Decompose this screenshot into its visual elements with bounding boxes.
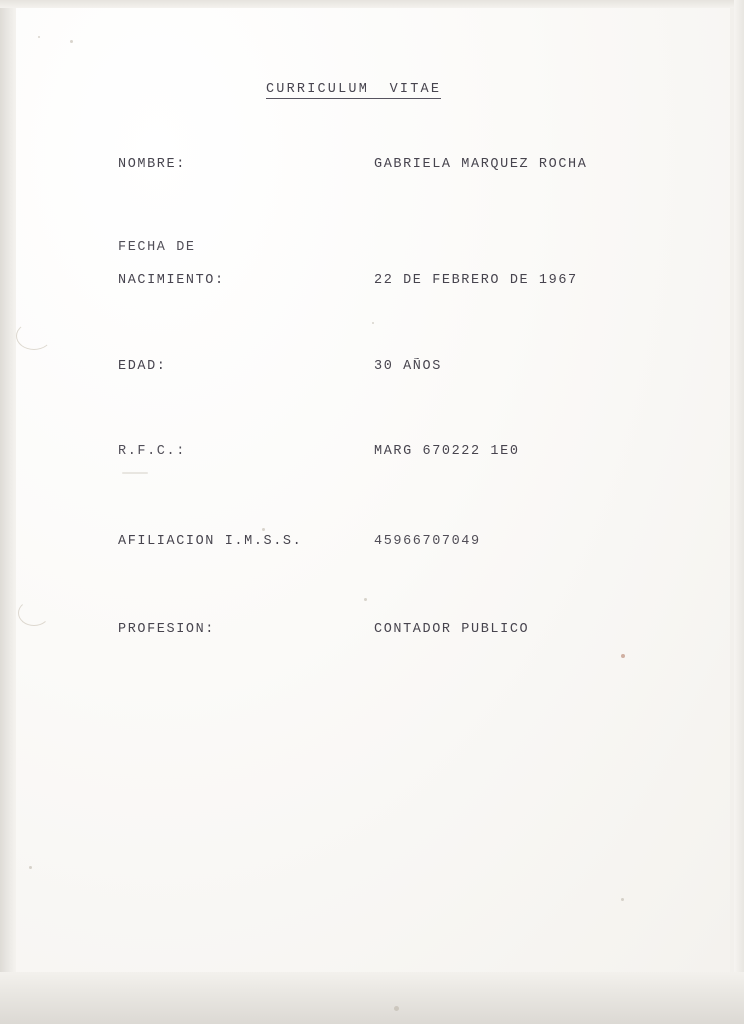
scan-top-edge [0,0,744,8]
paper-crease [18,600,50,626]
field-value-afiliacion-imss: 45966707049 [374,534,481,549]
scan-left-edge [0,0,16,1024]
field-value-profesion: CONTADOR PUBLICO [374,622,530,637]
document-title: CURRICULUM VITAE [266,82,442,97]
field-label-afiliacion-imss: AFILIACION I.M.S.S. [118,534,303,549]
field-label-rfc: R.F.C.: [118,444,186,459]
scan-bottom-edge [0,972,744,1024]
field-value-edad: 30 AÑOS [374,359,442,374]
field-label-nacimiento: NACIMIENTO: [118,273,225,288]
field-label-nombre: NOMBRE: [118,157,186,172]
paper-crease [16,322,52,350]
paper-sheet [14,6,730,974]
field-value-rfc: MARG 670222 1E0 [374,444,520,459]
paper-smudge [122,472,148,474]
paper-speck [372,322,374,324]
paper-speck [621,898,624,901]
paper-speck [38,36,40,38]
paper-speck [394,1006,399,1011]
field-label-fecha-de: FECHA DE [118,240,196,255]
field-label-profesion: PROFESION: [118,622,216,637]
paper-speck [29,866,32,869]
paper-speck [621,654,625,658]
paper-speck [262,528,265,531]
paper-speck [364,598,367,601]
scan-right-edge [734,0,744,1024]
field-value-fecha-nacimiento: 22 DE FEBRERO DE 1967 [374,273,578,288]
field-label-edad: EDAD: [118,359,167,374]
field-value-nombre: GABRIELA MARQUEZ ROCHA [374,157,588,172]
paper-speck [70,40,73,43]
